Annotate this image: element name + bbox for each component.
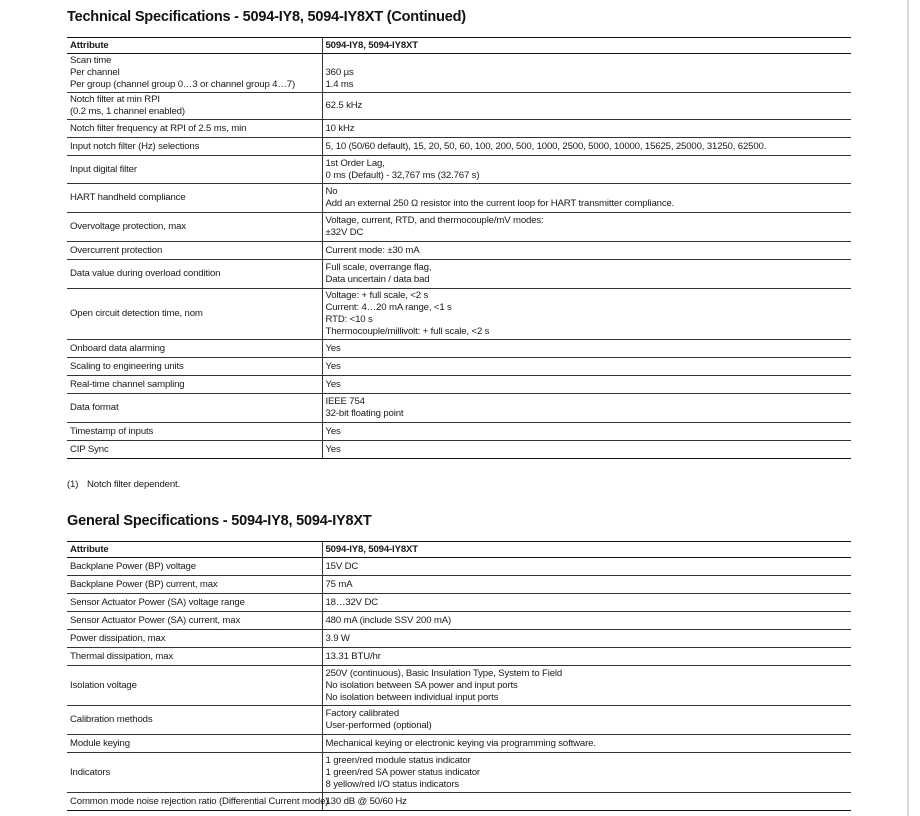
attribute-text: Data value during overload condition	[70, 268, 221, 279]
table-row	[67, 423, 851, 441]
table-row	[67, 666, 851, 706]
value-cell	[322, 558, 851, 576]
attribute-text: Power dissipation, max	[70, 632, 166, 644]
value-text: 75 mA	[325, 578, 353, 590]
attribute-column-header: Attribute	[70, 39, 109, 51]
value-text: 1st Order Lag,	[325, 157, 385, 169]
value-text: Current: 4…20 mA range, <1 s	[325, 302, 452, 313]
attribute-text: Module keying	[70, 737, 130, 749]
value-text: 13.31 BTU/hr	[325, 650, 381, 662]
attribute-cell	[67, 289, 322, 340]
value-cell	[322, 753, 851, 793]
table-row	[67, 735, 851, 753]
general-specifications-title: General Specifications - 5094-IY8, 5094-IY8XT	[67, 513, 372, 529]
value-text: 1 green/red SA power status indicator	[325, 766, 480, 778]
value-text	[326, 55, 849, 67]
attribute-cell	[67, 793, 329, 811]
attribute-cell	[67, 340, 322, 358]
attribute-text: Indicators	[70, 766, 111, 778]
table-row	[67, 376, 851, 394]
value-cell	[322, 358, 851, 376]
value-text: Yes	[325, 425, 341, 437]
attribute-text: Backplane Power (BP) current, max	[70, 578, 218, 590]
value-cell	[322, 54, 851, 93]
value-cell	[322, 120, 851, 138]
value-cell	[322, 706, 851, 735]
attribute-text: Per channel	[70, 67, 120, 78]
attribute-cell	[67, 120, 322, 138]
table-row	[67, 576, 851, 594]
attribute-cell	[67, 156, 322, 184]
value-cell	[322, 630, 851, 648]
value-text: Yes	[325, 342, 341, 354]
table-row	[67, 54, 851, 93]
attribute-text: Real-time channel sampling	[70, 378, 185, 390]
value-cell	[322, 648, 851, 666]
value-cell	[322, 423, 851, 441]
value-text: IEEE 754	[325, 396, 365, 407]
attribute-text: HART handheld compliance	[70, 192, 186, 203]
attribute-cell	[67, 260, 322, 289]
value-text: Yes	[325, 378, 341, 390]
table-row	[67, 793, 851, 811]
table-row	[67, 358, 851, 376]
attribute-text: Data format	[70, 402, 119, 413]
value-text: 480 mA (include SSV 200 mA)	[325, 614, 452, 626]
general-specifications-table	[67, 541, 851, 811]
attribute-text: Thermal dissipation, max	[70, 650, 174, 662]
value-text: Full scale, overrange flag,	[325, 262, 432, 273]
value-cell	[322, 394, 851, 423]
value-text: Factory calibrated	[325, 708, 400, 719]
attribute-cell	[67, 648, 322, 666]
value-cell	[322, 594, 851, 612]
value-text: 3.9 W	[325, 632, 350, 644]
table-row	[67, 120, 851, 138]
attribute-cell	[67, 735, 322, 753]
value-text: Data uncertain / data bad	[325, 274, 430, 285]
value-text: 1.4 ms	[325, 79, 354, 90]
attribute-text: Timestamp of inputs	[70, 425, 154, 437]
table-row	[67, 340, 851, 358]
attribute-text: Overvoltage protection, max	[70, 221, 186, 232]
attribute-text: Overcurrent protection	[70, 244, 163, 256]
table-row	[67, 706, 851, 735]
footnote-text: Notch filter dependent.	[87, 479, 181, 490]
attribute-text: Common mode noise rejection ratio (Differential Current mode)	[70, 795, 329, 807]
attribute-text: Scaling to engineering units	[70, 360, 184, 372]
attribute-cell	[67, 242, 322, 260]
attribute-cell	[67, 441, 322, 459]
page-edge-divider	[907, 0, 909, 816]
table-row	[67, 213, 851, 242]
attribute-text: Backplane Power (BP) voltage	[70, 560, 196, 572]
value-cell	[322, 735, 851, 753]
value-cell	[322, 184, 851, 213]
attribute-text: Scan time	[70, 55, 112, 66]
value-cell	[322, 612, 851, 630]
value-text: 10 kHz	[325, 122, 355, 134]
footnote	[67, 479, 180, 490]
value-cell	[322, 138, 851, 156]
value-text: ±32V DC	[325, 227, 364, 238]
value-text: 32-bit floating point	[325, 408, 404, 419]
attribute-text: Notch filter frequency at RPI of 2.5 ms, min	[70, 122, 247, 134]
value-text: Current mode: ±30 mA	[325, 244, 420, 256]
value-text: 15V DC	[325, 560, 359, 572]
attribute-cell	[67, 706, 322, 735]
value-text: No isolation between SA power and input ports	[325, 679, 518, 691]
value-text: Yes	[325, 443, 341, 455]
attribute-text: Notch filter at min RPI	[70, 94, 160, 105]
value-cell	[322, 93, 851, 120]
table-row	[67, 441, 851, 459]
value-cell	[322, 793, 851, 811]
general-specifications-body	[67, 558, 851, 811]
footnote-number: (1)	[67, 479, 79, 490]
value-text: RTD: <10 s	[325, 314, 373, 325]
attribute-cell	[67, 594, 322, 612]
attribute-text: Calibration methods	[70, 714, 153, 725]
value-text: User-performed (optional)	[325, 720, 432, 731]
table-row	[67, 156, 851, 184]
table-row	[67, 289, 851, 340]
attribute-cell	[67, 576, 322, 594]
attribute-cell	[67, 93, 322, 120]
value-text: 8 yellow/red I/O status indicators	[325, 778, 460, 790]
value-text: 62.5 kHz	[325, 100, 363, 111]
attribute-cell	[67, 394, 322, 423]
value-text: 1 green/red module status indicator	[325, 754, 471, 766]
attribute-cell	[67, 753, 322, 793]
value-text: Voltage: + full scale, <2 s	[325, 290, 429, 301]
value-cell	[322, 376, 851, 394]
attribute-text: Per group (channel group 0…3 or channel group 4…7)	[70, 79, 296, 90]
attribute-cell	[67, 630, 322, 648]
attribute-text: Input digital filter	[70, 163, 137, 175]
value-text: Add an external 250 Ω resistor into the current loop for HART transmitter compliance.	[325, 198, 675, 209]
attribute-cell	[67, 666, 322, 706]
technical-specifications-body	[67, 54, 851, 459]
model-column-header: 5094-IY8, 5094-IY8XT	[322, 38, 851, 54]
table-row	[67, 394, 851, 423]
attribute-text: Onboard data alarming	[70, 342, 165, 354]
value-cell	[322, 213, 851, 242]
attribute-cell	[67, 376, 322, 394]
value-cell	[322, 576, 851, 594]
table-row	[67, 594, 851, 612]
table-row	[67, 260, 851, 289]
value-text: Voltage, current, RTD, and thermocouple/mV modes:	[325, 215, 544, 226]
table-row	[67, 648, 851, 666]
value-text: Mechanical keying or electronic keying via programming software.	[325, 737, 596, 749]
value-text: No	[325, 186, 338, 197]
model-column-header: 5094-IY8, 5094-IY8XT	[322, 542, 851, 558]
table-row	[67, 753, 851, 793]
table-row	[67, 630, 851, 648]
attribute-cell	[67, 423, 322, 441]
technical-specifications-table	[67, 37, 851, 459]
value-text: Yes	[325, 360, 341, 372]
attribute-text: (0.2 ms, 1 channel enabled)	[70, 106, 185, 117]
attribute-text: Input notch filter (Hz) selections	[70, 140, 200, 152]
table-row	[67, 558, 851, 576]
value-cell	[322, 242, 851, 260]
value-text: 0 ms (Default) - 32,767 ms (32.767 s)	[325, 169, 480, 181]
value-text: 130 dB @ 50/60 Hz	[325, 795, 407, 807]
attribute-cell	[67, 558, 322, 576]
technical-specifications-title: Technical Specifications - 5094-IY8, 5094-IY8XT (Continued)	[67, 9, 466, 25]
value-text: Thermocouple/millivolt: + full scale, <2 s	[325, 326, 490, 337]
attribute-text: Sensor Actuator Power (SA) current, max	[70, 614, 241, 626]
value-cell	[322, 340, 851, 358]
value-text: No isolation between individual input ports	[325, 691, 499, 703]
value-cell	[322, 156, 851, 184]
table-row	[67, 612, 851, 630]
table-header-row	[67, 542, 851, 558]
attribute-text: Sensor Actuator Power (SA) voltage range	[70, 596, 245, 608]
attribute-cell	[67, 213, 322, 242]
attribute-cell	[67, 612, 322, 630]
value-text: 5, 10 (50/60 default), 15, 20, 50, 60, 100, 200, 500, 1000, 2500, 5000, 10000, 15625, 25000, 31250, 62500.	[325, 140, 767, 152]
value-cell	[322, 441, 851, 459]
value-cell	[322, 666, 851, 706]
value-cell	[322, 260, 851, 289]
attribute-cell	[67, 358, 322, 376]
attribute-text: Open circuit detection time, nom	[70, 308, 203, 319]
attribute-column-header: Attribute	[70, 543, 109, 555]
value-text: 18…32V DC	[325, 596, 379, 608]
value-cell	[322, 289, 851, 340]
table-row	[67, 138, 851, 156]
attribute-cell	[67, 184, 322, 213]
table-row	[67, 93, 851, 120]
value-text: 250V (continuous), Basic Insulation Type, System to Field	[325, 667, 563, 679]
table-header-row	[67, 38, 851, 54]
attribute-text: CIP Sync	[70, 443, 109, 455]
table-row	[67, 184, 851, 213]
attribute-cell	[67, 54, 322, 93]
table-row	[67, 242, 851, 260]
attribute-cell	[67, 138, 322, 156]
value-text: 360 µs	[325, 67, 354, 78]
attribute-text: Isolation voltage	[70, 679, 137, 691]
